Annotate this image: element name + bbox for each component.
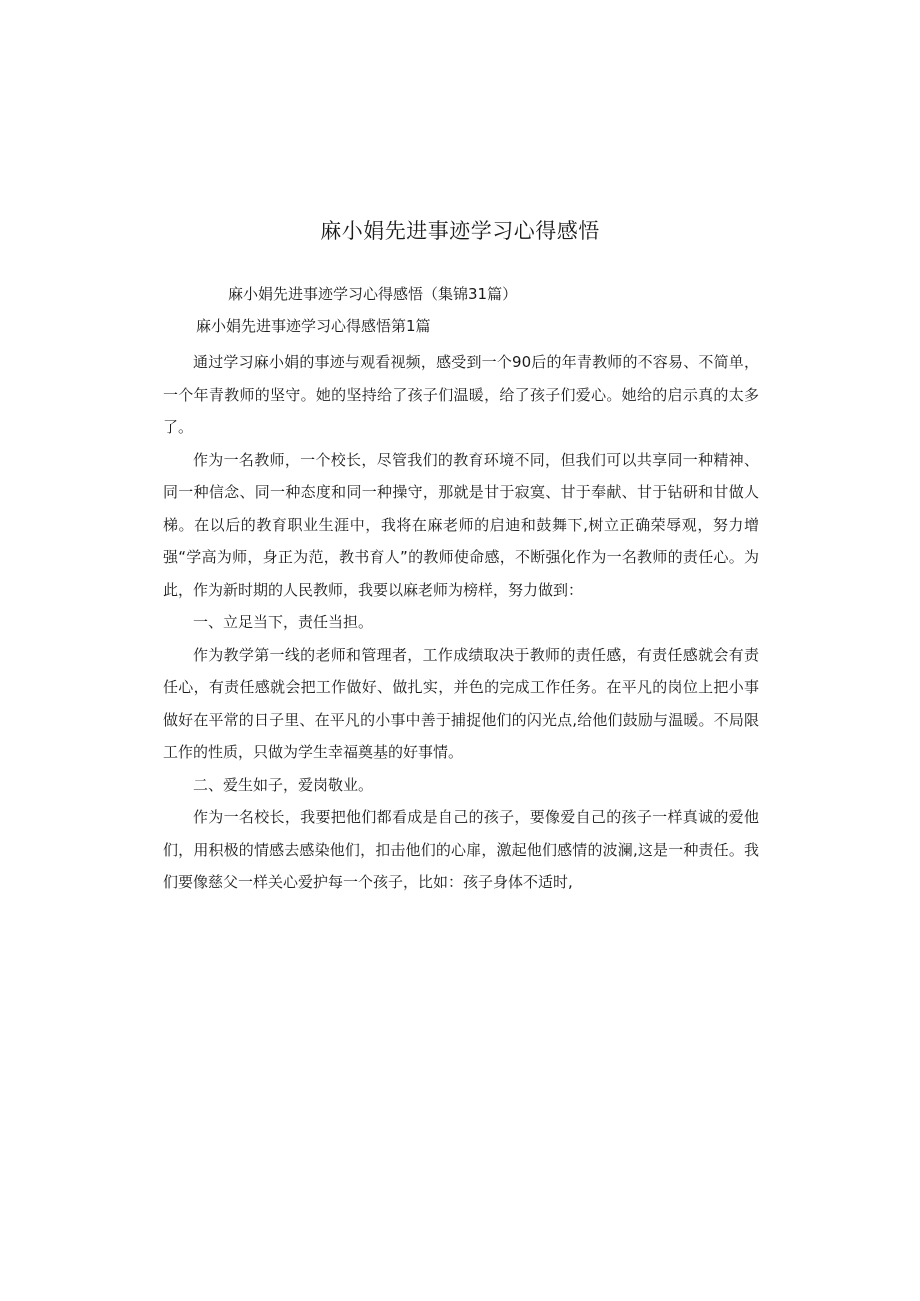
paragraph: 作为一名校长，我要把他们都看成是自己的孩子，要像爱自己的孩子一样真诚的爱他们，用积极的情感去感染他们，扣击他们的心扉，激起他们感情的波澜,这是一种责任。我们要像慈父一样关心爱护每一个孩子，比如：孩子身体不适时, <box>163 808 759 891</box>
document-title: 麻小娟先进事迹学习心得感悟 <box>320 219 600 243</box>
paragraph: 通过学习麻小娟的事迹与观看视频，感受到一个90后的年青教师的不容易、不简单，一个年青教师的坚守。她的坚持给了孩子们温暖，给了孩子们爱心。她给的启示真的太多了。 <box>163 353 759 436</box>
paragraph: 一、立足当下，责任当担。 <box>193 613 374 631</box>
section-heading: 麻小娟先进事迹学习心得感悟第1篇 <box>196 317 431 335</box>
body-text <box>163 346 759 899</box>
paragraph: 作为一名教师，一个校长，尽管我们的教育环境不同，但我们可以共享同一种精神、同一种信念、同一种态度和同一种操守，那就是甘于寂寞、甘于奉献、甘于钻研和甘做人梯。在以后的教育职业生涯中，我将在麻老师的启迪和鼓舞下,树立正确荣辱观，努力增强“学高为师，身正为范，教书育人”的教师使命感，不断强化作为一名教师的责任心。为此，作为新时期的人民教师，我要以麻老师为榜样，努力做到： <box>163 450 759 599</box>
paragraph: 作为教学第一线的老师和管理者，工作成绩取决于教师的责任感，有责任感就会有责任心，有责任感就会把工作做好、做扎实，并色的完成工作任务。在平凡的岗位上把小事做好在平常的日子里、在平凡的小事中善于捕捉他们的闪光点,给他们鼓励与温暖。不局限工作的性质，只做为学生幸福奠基的好事情。 <box>163 645 759 761</box>
paragraph: 二、爱生如子，爱岗敬业。 <box>193 775 374 794</box>
document-subtitle: 麻小娟先进事迹学习心得感悟（集锦31篇） <box>228 285 518 303</box>
